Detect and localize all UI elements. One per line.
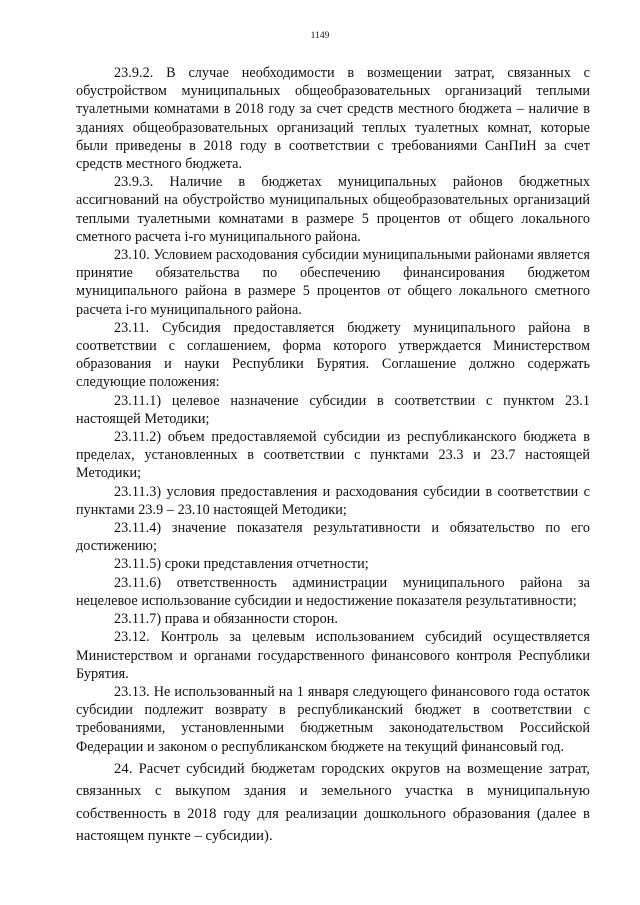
document-body <box>76 64 590 847</box>
paragraph-23-11-6: 23.11.6) ответственность администрации муниципального района за нецелевое использование субсидии и недостижение показателя результативности; <box>76 574 590 609</box>
paragraph-23-10: 23.10. Условием расходования субсидии муниципальными районами является принятие обязательства по обеспечению финансирования бюджетом муниципального района в размере 5 процентов от общего локального сметного расчета i-го муниципального района. <box>76 247 590 318</box>
paragraph-23-11-5: 23.11.5) сроки представления отчетности; <box>114 556 369 573</box>
paragraph-23-11-4: 23.11.4) значение показателя результативности и обязательство по его достижению; <box>76 520 590 555</box>
paragraph-23-11-1: 23.11.1) целевое назначение субсидии в соответствии с пунктом 23.1 настоящей Методики; <box>76 392 590 427</box>
page-number: 1149 <box>310 31 330 41</box>
paragraph-23-9-3: 23.9.3. Наличие в бюджетах муниципальных районов бюджетных ассигнований на обустройство муниципальных общеобразовательных организаций теплыми туалетными комнатами в размере 5 процентов от общего локального сметного расчета i-го муниципального района. <box>76 174 590 245</box>
paragraph-23-9-2: 23.9.2. В случае необходимости в возмещении затрат, связанных с обустройством муниципальных общеобразовательных организаций теплыми туалетными комнатами в 2018 году за счет средств местного бюджета – наличие в зданиях общеобразовательных организаций теплых туалетных комнат, которые были приведены в 2018 году в соответствии с требованиями СанПиН за счет средств местного бюджета. <box>76 65 590 173</box>
paragraph-23-12: 23.12. Контроль за целевым использованием субсидий осуществляется Министерством и органами государственного финансового контроля Республики Бурятия. <box>76 629 590 682</box>
paragraph-23-11-3: 23.11.3) условия предоставления и расходования субсидии в соответствии с пунктами 23.9 – 23.10 настоящей Методики; <box>76 483 590 518</box>
paragraph-23-13: 23.13. Не использованный на 1 января следующего финансового года остаток субсидии подлежит возврату в республиканский бюджет в соответствии с требованиями, установленными бюджетным законодательством Российской Федерации и законом о республиканском бюджете на текущий финансовый год. <box>76 683 590 755</box>
paragraph-23-11: 23.11. Субсидия предоставляется бюджету муниципального района в соответствии с соглашением, форма которого утверждается Министерством образования и науки Республики Бурятия. Соглашение должно содержать следующие положения: <box>76 319 590 391</box>
paragraph-23-11-7: 23.11.7) права и обязанности сторон. <box>114 611 338 628</box>
paragraph-24: 24. Расчет субсидий бюджетам городских округов на возмещение затрат, связанных с выкупом здания и земельного участка в муниципальную собственность в 2018 году для реализации дошкольного образования (далее в настоящем пункте – субсидии). <box>76 760 590 844</box>
paragraph-23-11-2: 23.11.2) объем предоставляемой субсидии из республиканского бюджета в пределах, установленных в соответствии с пунктами 23.3 и 23.7 настоящей Методики; <box>76 429 590 482</box>
